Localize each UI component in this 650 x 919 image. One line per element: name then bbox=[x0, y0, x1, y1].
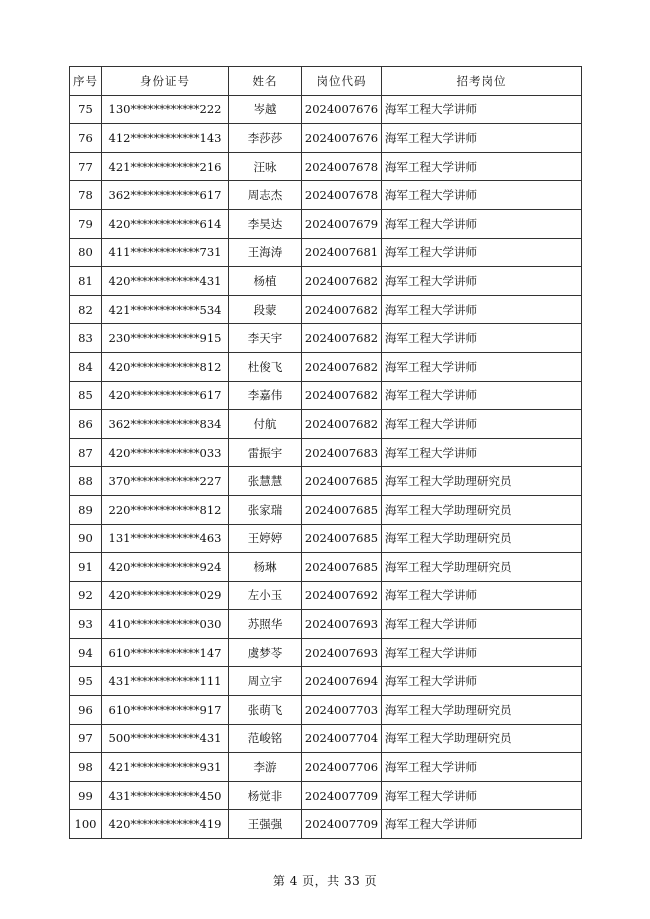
cell-post-code: 2024007692 bbox=[302, 581, 382, 610]
table-row bbox=[70, 667, 582, 696]
cell-post: 海军工程大学讲师 bbox=[382, 753, 582, 782]
table-row bbox=[70, 810, 582, 839]
cell-serial: 77 bbox=[70, 152, 102, 181]
cell-post-code: 2024007693 bbox=[302, 638, 382, 667]
cell-serial: 78 bbox=[70, 181, 102, 210]
cell-id-number: 411************731 bbox=[102, 238, 229, 267]
table-row bbox=[70, 295, 582, 324]
cell-serial: 96 bbox=[70, 696, 102, 725]
cell-post: 海军工程大学讲师 bbox=[382, 638, 582, 667]
cell-name: 李游 bbox=[229, 753, 302, 782]
cell-post-code: 2024007682 bbox=[302, 410, 382, 439]
table-row bbox=[70, 724, 582, 753]
cell-post-code: 2024007682 bbox=[302, 295, 382, 324]
cell-name: 王强强 bbox=[229, 810, 302, 839]
table-row bbox=[70, 181, 582, 210]
cell-post: 海军工程大学助理研究员 bbox=[382, 724, 582, 753]
table-body bbox=[70, 95, 582, 838]
cell-serial: 90 bbox=[70, 524, 102, 553]
cell-name: 段蒙 bbox=[229, 295, 302, 324]
cell-serial: 83 bbox=[70, 324, 102, 353]
cell-id-number: 420************029 bbox=[102, 581, 229, 610]
cell-id-number: 220************812 bbox=[102, 495, 229, 524]
cell-name: 周立宇 bbox=[229, 667, 302, 696]
cell-post: 海军工程大学讲师 bbox=[382, 295, 582, 324]
cell-post-code: 2024007681 bbox=[302, 238, 382, 267]
table-row bbox=[70, 124, 582, 153]
cell-serial: 85 bbox=[70, 381, 102, 410]
cell-id-number: 420************617 bbox=[102, 381, 229, 410]
cell-id-number: 362************617 bbox=[102, 181, 229, 210]
cell-post: 海军工程大学讲师 bbox=[382, 209, 582, 238]
cell-name: 付航 bbox=[229, 410, 302, 439]
cell-id-number: 431************450 bbox=[102, 781, 229, 810]
cell-serial: 82 bbox=[70, 295, 102, 324]
cell-post: 海军工程大学讲师 bbox=[382, 781, 582, 810]
cell-post-code: 2024007676 bbox=[302, 124, 382, 153]
cell-post-code: 2024007685 bbox=[302, 495, 382, 524]
cell-post: 海军工程大学助理研究员 bbox=[382, 467, 582, 496]
cell-id-number: 230************915 bbox=[102, 324, 229, 353]
cell-post: 海军工程大学助理研究员 bbox=[382, 696, 582, 725]
cell-name: 李昊达 bbox=[229, 209, 302, 238]
cell-serial: 88 bbox=[70, 467, 102, 496]
cell-post: 海军工程大学讲师 bbox=[382, 381, 582, 410]
table-row bbox=[70, 467, 582, 496]
cell-name: 周志杰 bbox=[229, 181, 302, 210]
cell-post-code: 2024007693 bbox=[302, 610, 382, 639]
cell-name: 雷振宇 bbox=[229, 438, 302, 467]
table-row bbox=[70, 267, 582, 296]
cell-post: 海军工程大学讲师 bbox=[382, 238, 582, 267]
table-row bbox=[70, 610, 582, 639]
table-row bbox=[70, 638, 582, 667]
cell-id-number: 370************227 bbox=[102, 467, 229, 496]
header-id-number: 身份证号 bbox=[102, 67, 229, 96]
cell-post: 海军工程大学讲师 bbox=[382, 152, 582, 181]
table-row bbox=[70, 152, 582, 181]
cell-id-number: 420************431 bbox=[102, 267, 229, 296]
cell-name: 左小玉 bbox=[229, 581, 302, 610]
cell-id-number: 412************143 bbox=[102, 124, 229, 153]
cell-serial: 81 bbox=[70, 267, 102, 296]
cell-post: 海军工程大学讲师 bbox=[382, 410, 582, 439]
cell-post: 海军工程大学讲师 bbox=[382, 352, 582, 381]
header-name: 姓名 bbox=[229, 67, 302, 96]
cell-id-number: 421************216 bbox=[102, 152, 229, 181]
cell-post-code: 2024007685 bbox=[302, 553, 382, 582]
cell-id-number: 610************147 bbox=[102, 638, 229, 667]
cell-id-number: 420************812 bbox=[102, 352, 229, 381]
cell-post-code: 2024007678 bbox=[302, 152, 382, 181]
cell-serial: 93 bbox=[70, 610, 102, 639]
cell-post: 海军工程大学讲师 bbox=[382, 581, 582, 610]
table-row bbox=[70, 324, 582, 353]
cell-post: 海军工程大学讲师 bbox=[382, 810, 582, 839]
cell-id-number: 410************030 bbox=[102, 610, 229, 639]
cell-post: 海军工程大学讲师 bbox=[382, 324, 582, 353]
cell-serial: 86 bbox=[70, 410, 102, 439]
cell-post-code: 2024007682 bbox=[302, 352, 382, 381]
cell-post-code: 2024007685 bbox=[302, 524, 382, 553]
cell-name: 范峻铭 bbox=[229, 724, 302, 753]
cell-serial: 99 bbox=[70, 781, 102, 810]
cell-post: 海军工程大学讲师 bbox=[382, 124, 582, 153]
cell-name: 李莎莎 bbox=[229, 124, 302, 153]
cell-serial: 97 bbox=[70, 724, 102, 753]
cell-name: 杜俊飞 bbox=[229, 352, 302, 381]
cell-post-code: 2024007694 bbox=[302, 667, 382, 696]
cell-post-code: 2024007709 bbox=[302, 781, 382, 810]
cell-name: 杨植 bbox=[229, 267, 302, 296]
header-post: 招考岗位 bbox=[382, 67, 582, 96]
cell-serial: 76 bbox=[70, 124, 102, 153]
cell-serial: 75 bbox=[70, 95, 102, 124]
cell-post: 海军工程大学讲师 bbox=[382, 95, 582, 124]
table-row bbox=[70, 553, 582, 582]
table-row bbox=[70, 238, 582, 267]
candidate-table bbox=[69, 66, 582, 839]
cell-id-number: 420************924 bbox=[102, 553, 229, 582]
table-row bbox=[70, 381, 582, 410]
cell-name: 苏照华 bbox=[229, 610, 302, 639]
cell-name: 张慧慧 bbox=[229, 467, 302, 496]
cell-post: 海军工程大学讲师 bbox=[382, 181, 582, 210]
cell-serial: 79 bbox=[70, 209, 102, 238]
cell-id-number: 362************834 bbox=[102, 410, 229, 439]
header-post-code: 岗位代码 bbox=[302, 67, 382, 96]
page-footer: 第 4 页，共 33 页 bbox=[272, 874, 378, 888]
cell-name: 王婷婷 bbox=[229, 524, 302, 553]
table-header-row bbox=[70, 67, 582, 96]
table-row bbox=[70, 524, 582, 553]
cell-serial: 95 bbox=[70, 667, 102, 696]
cell-post-code: 2024007679 bbox=[302, 209, 382, 238]
table-row bbox=[70, 209, 582, 238]
cell-id-number: 421************534 bbox=[102, 295, 229, 324]
cell-name: 杨琳 bbox=[229, 553, 302, 582]
cell-post-code: 2024007704 bbox=[302, 724, 382, 753]
cell-id-number: 500************431 bbox=[102, 724, 229, 753]
cell-name: 王海涛 bbox=[229, 238, 302, 267]
table-row bbox=[70, 410, 582, 439]
cell-name: 张家瑞 bbox=[229, 495, 302, 524]
table-row bbox=[70, 495, 582, 524]
cell-post-code: 2024007709 bbox=[302, 810, 382, 839]
cell-post-code: 2024007682 bbox=[302, 381, 382, 410]
cell-name: 汪咏 bbox=[229, 152, 302, 181]
cell-serial: 92 bbox=[70, 581, 102, 610]
cell-id-number: 420************419 bbox=[102, 810, 229, 839]
cell-post: 海军工程大学讲师 bbox=[382, 438, 582, 467]
cell-post-code: 2024007682 bbox=[302, 267, 382, 296]
cell-post-code: 2024007685 bbox=[302, 467, 382, 496]
candidate-table-container bbox=[69, 66, 581, 839]
table-row bbox=[70, 781, 582, 810]
cell-name: 张萌飞 bbox=[229, 696, 302, 725]
header-serial: 序号 bbox=[70, 67, 102, 96]
cell-name: 杨觉非 bbox=[229, 781, 302, 810]
cell-post-code: 2024007682 bbox=[302, 324, 382, 353]
cell-name: 李嘉伟 bbox=[229, 381, 302, 410]
cell-serial: 94 bbox=[70, 638, 102, 667]
cell-post-code: 2024007706 bbox=[302, 753, 382, 782]
cell-serial: 84 bbox=[70, 352, 102, 381]
cell-serial: 98 bbox=[70, 753, 102, 782]
table-row bbox=[70, 352, 582, 381]
cell-id-number: 131************463 bbox=[102, 524, 229, 553]
cell-post: 海军工程大学讲师 bbox=[382, 610, 582, 639]
cell-id-number: 420************033 bbox=[102, 438, 229, 467]
cell-id-number: 421************931 bbox=[102, 753, 229, 782]
table-row bbox=[70, 696, 582, 725]
cell-post-code: 2024007703 bbox=[302, 696, 382, 725]
cell-id-number: 420************614 bbox=[102, 209, 229, 238]
table-row bbox=[70, 753, 582, 782]
cell-name: 岑越 bbox=[229, 95, 302, 124]
cell-post: 海军工程大学助理研究员 bbox=[382, 495, 582, 524]
table-row bbox=[70, 95, 582, 124]
cell-serial: 100 bbox=[70, 810, 102, 839]
cell-post: 海军工程大学助理研究员 bbox=[382, 524, 582, 553]
cell-name: 虞梦苓 bbox=[229, 638, 302, 667]
cell-id-number: 431************111 bbox=[102, 667, 229, 696]
cell-id-number: 130************222 bbox=[102, 95, 229, 124]
cell-post: 海军工程大学讲师 bbox=[382, 267, 582, 296]
cell-post-code: 2024007683 bbox=[302, 438, 382, 467]
cell-serial: 80 bbox=[70, 238, 102, 267]
cell-id-number: 610************917 bbox=[102, 696, 229, 725]
cell-serial: 91 bbox=[70, 553, 102, 582]
cell-serial: 87 bbox=[70, 438, 102, 467]
table-row bbox=[70, 581, 582, 610]
cell-post: 海军工程大学讲师 bbox=[382, 667, 582, 696]
cell-post-code: 2024007676 bbox=[302, 95, 382, 124]
cell-post: 海军工程大学助理研究员 bbox=[382, 553, 582, 582]
cell-name: 李天宇 bbox=[229, 324, 302, 353]
cell-post-code: 2024007678 bbox=[302, 181, 382, 210]
table-row bbox=[70, 438, 582, 467]
cell-serial: 89 bbox=[70, 495, 102, 524]
